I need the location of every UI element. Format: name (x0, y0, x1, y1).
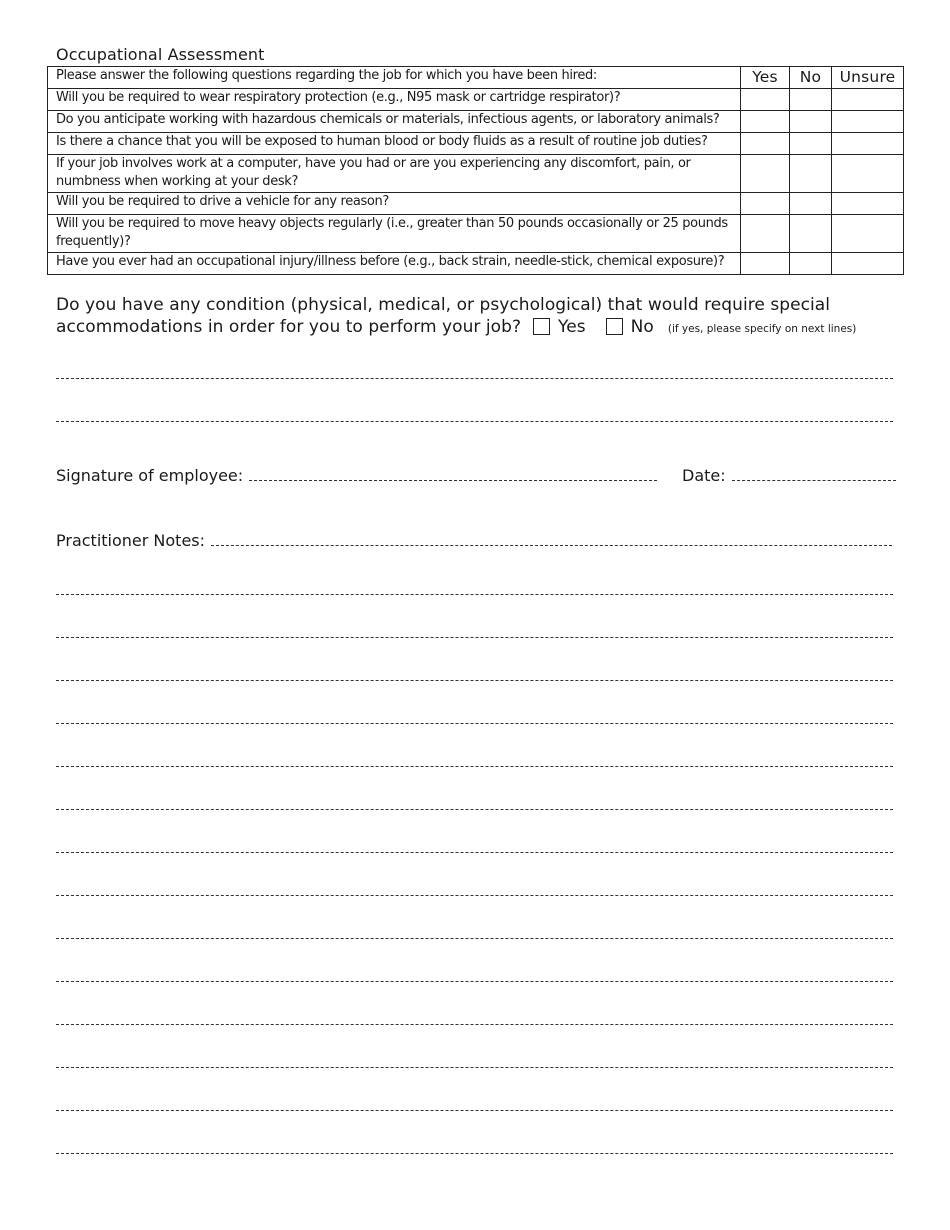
notes-line[interactable] (56, 1094, 893, 1114)
answer-yes-cell[interactable] (741, 253, 790, 275)
practitioner-notes-row (56, 531, 892, 550)
notes-line[interactable] (56, 621, 893, 641)
header-yes: Yes (741, 67, 790, 89)
answer-yes-cell[interactable] (741, 193, 790, 215)
accommodation-question (56, 294, 896, 340)
answer-yes-cell[interactable] (741, 89, 790, 111)
answer-no-cell[interactable] (790, 155, 832, 193)
notes-line[interactable] (56, 664, 893, 684)
question-text: Is there a chance that you will be exposed to human blood or body fluids as a result of routine job duties? (48, 133, 741, 155)
header-no: No (790, 67, 832, 89)
date-field[interactable] (732, 468, 896, 481)
notes-line[interactable] (56, 707, 893, 727)
notes-line[interactable] (56, 879, 893, 899)
practitioner-notes-label: Practitioner Notes: (56, 531, 206, 550)
notes-line[interactable] (56, 922, 893, 942)
answer-no-cell[interactable] (790, 253, 832, 275)
questions-table (47, 66, 904, 275)
signature-row (56, 466, 893, 485)
answer-no-cell[interactable] (790, 133, 832, 155)
notes-line[interactable] (56, 578, 893, 598)
answer-no-cell[interactable] (790, 89, 832, 111)
accommodation-question-line2-row (56, 316, 896, 340)
notes-line[interactable] (56, 1051, 893, 1071)
table-row (48, 193, 904, 215)
accommodation-question-line2: accommodations in order for you to perform your job? (56, 317, 522, 337)
question-text: Will you be required to wear respiratory protection (e.g., N95 mask or cartridge respirator)? (48, 89, 741, 111)
table-row (48, 111, 904, 133)
signature-field[interactable] (249, 468, 657, 481)
answer-yes-cell[interactable] (741, 111, 790, 133)
notes-line[interactable] (56, 1008, 893, 1028)
answer-no-cell[interactable] (790, 215, 832, 253)
answer-unsure-cell[interactable] (832, 133, 904, 155)
answer-unsure-cell[interactable] (832, 89, 904, 111)
accommodation-yes-checkbox[interactable] (533, 318, 550, 335)
accommodation-answer-line[interactable] (56, 405, 893, 425)
accommodation-question-line1: Do you have any condition (physical, medical, or psychological) that would require special (56, 295, 831, 315)
answer-no-cell[interactable] (790, 193, 832, 215)
answer-yes-cell[interactable] (741, 215, 790, 253)
table-row (48, 133, 904, 155)
question-text: Will you be required to drive a vehicle for any reason? (48, 193, 741, 215)
header-question: Please answer the following questions regarding the job for which you have been hired: (48, 67, 741, 89)
accommodation-no-label: No (630, 317, 654, 337)
section-title: Occupational Assessment (56, 45, 265, 64)
signature-label: Signature of employee: (56, 466, 244, 485)
answer-yes-cell[interactable] (741, 155, 790, 193)
accommodation-yes-label: Yes (558, 317, 586, 337)
table-row (48, 215, 904, 253)
header-unsure: Unsure (832, 67, 904, 89)
answer-unsure-cell[interactable] (832, 111, 904, 133)
table-header-row (48, 67, 904, 89)
answer-unsure-cell[interactable] (832, 155, 904, 193)
date-label: Date: (682, 466, 726, 485)
practitioner-notes-field[interactable] (211, 533, 892, 546)
notes-line[interactable] (56, 793, 893, 813)
answer-yes-cell[interactable] (741, 133, 790, 155)
accommodation-no-checkbox[interactable] (606, 318, 623, 335)
accommodation-answer-line[interactable] (56, 362, 893, 382)
answer-unsure-cell[interactable] (832, 193, 904, 215)
answer-unsure-cell[interactable] (832, 215, 904, 253)
question-text: Have you ever had an occupational injury/illness before (e.g., back strain, needle-stick, chemical exposure)? (48, 253, 741, 275)
question-text: If your job involves work at a computer, have you had or are you experiencing any discomfort, pain, or numbness when working at your desk? (48, 155, 741, 193)
accommodation-note: (if yes, please specify on next lines) (667, 323, 857, 335)
notes-line[interactable] (56, 965, 893, 985)
date-group (682, 466, 896, 485)
notes-line[interactable] (56, 1137, 893, 1157)
table-row (48, 89, 904, 111)
question-text: Do you anticipate working with hazardous chemicals or materials, infectious agents, or laboratory animals? (48, 111, 741, 133)
answer-unsure-cell[interactable] (832, 253, 904, 275)
question-text: Will you be required to move heavy objects regularly (i.e., greater than 50 pounds occasionally or 25 pounds frequently)? (48, 215, 741, 253)
notes-line[interactable] (56, 836, 893, 856)
answer-no-cell[interactable] (790, 111, 832, 133)
notes-line[interactable] (56, 750, 893, 770)
table-row (48, 253, 904, 275)
table-row (48, 155, 904, 193)
